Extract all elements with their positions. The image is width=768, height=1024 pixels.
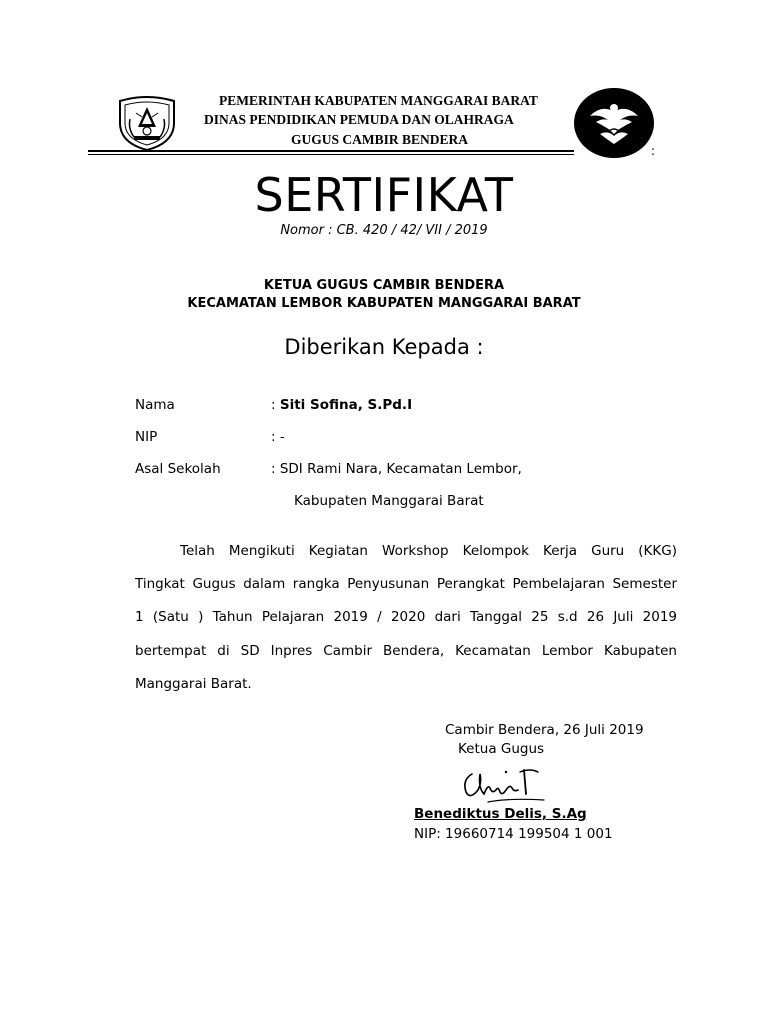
signature-position: Ketua Gugus [458,741,545,757]
signer-name-text: Benediktus Delis, S.Ag [414,806,587,822]
body-line-5: Manggarai Barat. [135,676,252,692]
school-value-continued: Kabupaten Manggarai Barat [294,493,484,509]
handwritten-signature-icon [458,760,548,810]
letterhead-mark: : [651,144,656,158]
regency-crest-icon [116,93,178,151]
issuer-line-2: KECAMATAN LEMBOR KABUPATEN MANGGARAI BARAT [187,296,581,311]
letterhead-rule-thick [88,150,574,152]
letterhead-line-3: GUGUS CAMBIR BENDERA [291,132,469,147]
tut-wuri-handayani-icon [572,86,656,160]
nip-value: : - [271,429,285,445]
signer-nip: NIP: 19660714 199504 1 001 [414,826,613,842]
letterhead-line-1: PEMERINTAH KABUPATEN MANGGARAI BARAT [219,93,538,108]
school-label: Asal Sekolah [135,461,221,477]
issuer-line-1: KETUA GUGUS CAMBIR BENDERA [263,278,505,293]
name-value [271,397,412,413]
body-line-1: Telah Mengikuti Kegiatan Workshop Kelompok Kerja Guru (KKG) [180,543,677,559]
recipient-name: Siti Sofina, S.Pd.I [279,397,413,413]
given-to-heading: Diberikan Kepada : [284,335,484,359]
signer-name [414,806,587,822]
nip-label: NIP [135,429,158,445]
name-separator: : [271,397,280,413]
certificate-number: Nomor : CB. 420 / 42/ VII / 2019 [280,223,488,238]
letterhead-rule-thin [88,154,574,155]
signature-place-date: Cambir Bendera, 26 Juli 2019 [445,722,644,738]
letterhead-line-2: DINAS PENDIDIKAN PEMUDA DAN OLAHRAGA [204,112,514,127]
certificate-title: SERTIFIKAT [254,168,514,222]
body-line-4: bertempat di SD Inpres Cambir Bendera, Kecamatan Lembor Kabupaten [135,643,677,659]
name-label: Nama [135,397,175,413]
school-value: : SDI Rami Nara, Kecamatan Lembor, [271,461,522,477]
body-line-3: 1 (Satu ) Tahun Pelajaran 2019 / 2020 dari Tanggal 25 s.d 26 Juli 2019 [135,609,677,625]
body-line-2: Tingkat Gugus dalam rangka Penyusunan Perangkat Pembelajaran Semester [135,576,677,592]
